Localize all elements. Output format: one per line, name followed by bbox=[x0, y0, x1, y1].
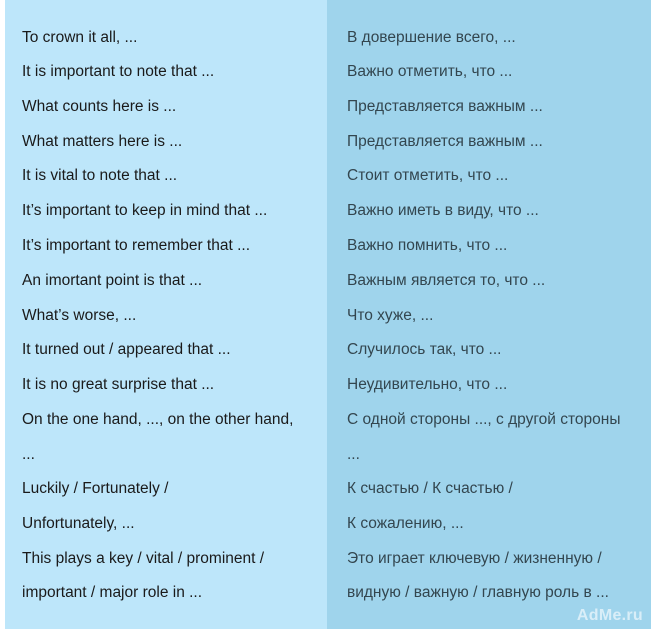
russian-column bbox=[327, 0, 651, 629]
english-phrase: An imortant point is that ... bbox=[22, 272, 203, 289]
english-phrase: It is important to note that ... bbox=[22, 63, 215, 80]
russian-phrase: К сожалению, ... bbox=[347, 515, 464, 532]
russian-phrase: видную / важную / главную роль в ... bbox=[347, 584, 609, 601]
english-phrase: It is no great surprise that ... bbox=[22, 376, 215, 393]
english-phrase: ... bbox=[22, 446, 35, 463]
russian-phrase: С одной стороны ..., с другой стороны bbox=[347, 411, 621, 428]
russian-phrase: Важным является то, что ... bbox=[347, 272, 546, 289]
english-phrase: It is vital to note that ... bbox=[22, 167, 178, 184]
english-phrase: What counts here is ... bbox=[22, 98, 177, 115]
russian-phrase: К счастью / К счастью / bbox=[347, 480, 513, 497]
english-phrase: On the one hand, ..., on the other hand, bbox=[22, 411, 294, 428]
english-phrase: What matters here is ... bbox=[22, 133, 183, 150]
english-phrase: To crown it all, ... bbox=[22, 29, 138, 46]
russian-phrase: Случилось так, что ... bbox=[347, 341, 502, 358]
russian-phrase: Что хуже, ... bbox=[347, 307, 434, 324]
russian-phrase: Представляется важным ... bbox=[347, 98, 543, 115]
russian-phrase: Неудивительно, что ... bbox=[347, 376, 508, 393]
russian-phrase: Представляется важным ... bbox=[347, 133, 543, 150]
english-phrase: Luckily / Fortunately / bbox=[22, 480, 169, 497]
russian-phrase: Важно иметь в виду, что ... bbox=[347, 202, 539, 219]
english-phrase: Unfortunately, ... bbox=[22, 515, 135, 532]
english-phrase: important / major role in ... bbox=[22, 584, 203, 601]
russian-phrase: В довершение всего, ... bbox=[347, 29, 516, 46]
russian-phrase: Стоит отметить, что ... bbox=[347, 167, 509, 184]
russian-phrase: Важно отметить, что ... bbox=[347, 63, 513, 80]
english-phrase: It’s important to keep in mind that ... bbox=[22, 202, 268, 219]
russian-phrase: Важно помнить, что ... bbox=[347, 237, 508, 254]
russian-phrase: Это играет ключевую / жизненную / bbox=[347, 550, 602, 567]
english-column bbox=[5, 0, 327, 629]
russian-phrase: ... bbox=[347, 446, 360, 463]
watermark: AdMe.ru bbox=[576, 607, 643, 624]
english-phrase: It’s important to remember that ... bbox=[22, 237, 250, 254]
english-phrase: This plays a key / vital / prominent / bbox=[22, 550, 265, 567]
english-phrase: It turned out / appeared that ... bbox=[22, 341, 231, 358]
english-phrase: What’s worse, ... bbox=[22, 307, 137, 324]
